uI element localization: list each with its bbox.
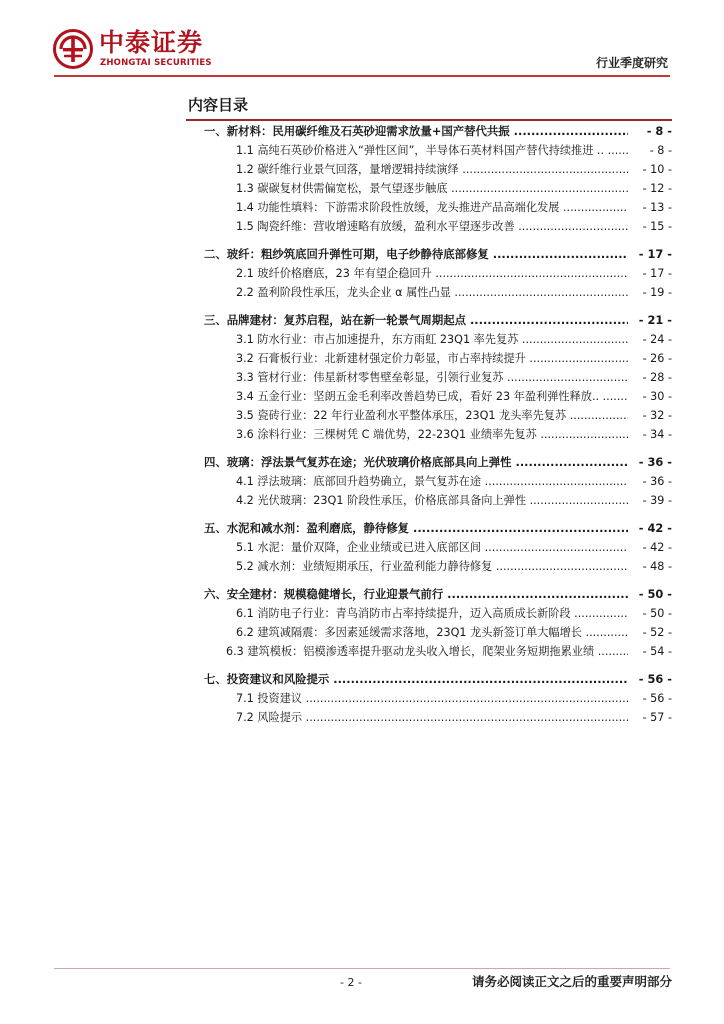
toc-section: [186, 519, 672, 576]
toc-subsection-entry-label: 2.2 盈利阶段性承压，龙头企业 α 属性凸显 .....: [236, 283, 628, 302]
toc-subsection-entry-label: 2.1 玻纤价格磨底，23 年有望企稳回升 .....: [236, 264, 628, 283]
toc-subsection-entry[interactable]: [186, 179, 672, 198]
toc-subsection-entry-page: - 36 -: [641, 472, 672, 491]
toc-chapter-entry[interactable]: [186, 311, 672, 330]
toc-subsection-entry-label: 3.4 五金行业：坚朗五金毛利率改善趋势已成，看好 23 年盈利弹性释放.. .....: [236, 387, 628, 406]
toc-chapter-entry-label: 四、玻璃：浮法景气复苏在途；光伏玻璃价格底部具向上弹性 .....: [204, 453, 628, 472]
toc-subsection-entry[interactable]: [186, 160, 672, 179]
toc-chapter-entry-label: 七、投资建议和风险提示 .....: [204, 670, 628, 689]
toc-subsection-entry-page: - 24 -: [641, 330, 672, 349]
toc-subsection-entry[interactable]: [186, 708, 672, 727]
toc-subsection-entry-label: 1.2 碳纤维行业景气回落，量增逻辑持续演绎 .....: [236, 160, 628, 179]
page-number: - 2 -: [340, 976, 362, 989]
toc-subsection-entry-page: - 42 -: [641, 538, 672, 557]
footer-divider: [54, 968, 670, 969]
toc-subsection-entry-label: 3.5 瓷砖行业：22 年行业盈利水平整体承压，23Q1 龙头率先复苏 .....: [236, 406, 628, 425]
toc-chapter-entry-label: 一、新材料：民用碳纤维及石英砂迎需求放量+国产替代共振 .....: [204, 122, 628, 141]
company-name-cn: 中泰证券: [99, 28, 204, 57]
toc-subsection-entry[interactable]: [186, 349, 672, 368]
page-header: [0, 0, 724, 78]
toc-subsection-entry-page: - 57 -: [641, 708, 672, 727]
toc-subsection-entry[interactable]: [186, 387, 672, 406]
toc-subsection-entry-page: - 54 -: [641, 642, 672, 661]
toc-subsection-entry-label: 5.1 水泥：量价双降，企业业绩或已进入底部区间 .....: [236, 538, 628, 557]
toc-subsection-entry-label: 4.1 浮法玻璃：底部回升趋势确立，景气复苏在途 .....: [236, 472, 628, 491]
toc-subsection-entry-label: 3.6 涂料行业：三棵树凭 C 端优势，22-23Q1 业绩率先复苏 .....: [236, 425, 628, 444]
toc-subsection-entry-label: 1.4 功能性填料：下游需求阶段性放缓，龙头推进产品高端化发展 .....: [236, 198, 628, 217]
toc-chapter-entry[interactable]: [186, 122, 672, 141]
company-name-en: ZHONGTAI SECURITIES: [100, 58, 212, 68]
toc-subsection-entry-label: 1.5 陶瓷纤维：营收增速略有放缓，盈利水平望逐步改善 .....: [236, 217, 628, 236]
toc-subsection-entry-page: - 8 -: [648, 141, 672, 160]
toc-subsection-entry-page: - 52 -: [641, 623, 672, 642]
toc-subsection-entry-page: - 13 -: [641, 198, 672, 217]
toc-subsection-entry-page: - 26 -: [641, 349, 672, 368]
toc-chapter-entry[interactable]: [186, 453, 672, 472]
toc-section: [186, 453, 672, 510]
zhongtai-logo-icon: [53, 29, 93, 69]
toc-subsection-entry[interactable]: [186, 623, 672, 642]
toc-chapter-entry-label: 五、水泥和减水剂：盈利磨底，静待修复 .....: [204, 519, 628, 538]
toc-subsection-entry[interactable]: [186, 491, 672, 510]
toc-subsection-entry[interactable]: [186, 538, 672, 557]
toc-subsection-entry[interactable]: [186, 425, 672, 444]
toc-chapter-entry-label: 六、安全建材：规模稳健增长，行业迎景气前行 .....: [204, 585, 628, 604]
disclaimer-note: 请务必阅读正文之后的重要声明部分: [471, 974, 672, 989]
toc-subsection-entry-page: - 12 -: [641, 179, 672, 198]
toc-chapter-entry-page: - 56 -: [637, 670, 672, 689]
toc-chapter-entry-page: - 42 -: [637, 519, 672, 538]
toc-subsection-entry[interactable]: [186, 472, 672, 491]
toc-subsection-entry[interactable]: [186, 642, 672, 661]
toc-subsection-entry[interactable]: [186, 689, 672, 708]
toc-title: 内容目录: [188, 96, 249, 114]
toc-subsection-entry-label: 3.2 石膏板行业：北新建材强定价力彰显，市占率持续提升 .....: [236, 349, 628, 368]
toc-subsection-entry[interactable]: [186, 217, 672, 236]
toc-subsection-entry[interactable]: [186, 557, 672, 576]
toc-subsection-entry-page: - 34 -: [641, 425, 672, 444]
toc-subsection-entry[interactable]: [186, 330, 672, 349]
toc-chapter-entry-page: - 36 -: [637, 453, 672, 472]
report-type: 行业季度研究: [595, 56, 668, 70]
toc-subsection-entry-page: - 15 -: [641, 217, 672, 236]
toc-subsection-entry[interactable]: [186, 141, 672, 160]
toc-subsection-entry-page: - 30 -: [641, 387, 672, 406]
toc-section: [186, 670, 672, 727]
toc-subsection-entry-page: - 32 -: [641, 406, 672, 425]
toc-subsection-entry-label: 6.2 建筑减隔震：多因素延缓需求落地，23Q1 龙头新签订单大幅增长 .....: [236, 623, 628, 642]
toc-section: [186, 585, 672, 661]
toc-chapter-entry-page: - 21 -: [637, 311, 672, 330]
toc-subsection-entry-page: - 28 -: [641, 368, 672, 387]
toc-section: [186, 122, 672, 236]
table-of-contents: [186, 122, 672, 736]
toc-subsection-entry-label: 7.1 投资建议 .....: [236, 689, 628, 708]
toc-subsection-entry-label: 1.1 高纯石英砂价格进入“弹性区间”，半导体石英材料国产替代持续推进 .. .....: [236, 141, 628, 160]
toc-subsection-entry-label: 6.1 消防电子行业：青鸟消防市占率持续提升，迈入高质成长新阶段 .....: [236, 604, 628, 623]
toc-subsection-entry-page: - 10 -: [641, 160, 672, 179]
toc-chapter-entry-label: 三、品牌建材：复苏启程，站在新一轮景气周期起点 .....: [204, 311, 628, 330]
toc-subsection-entry-label: 3.1 防水行业：市占加速提升，东方雨虹 23Q1 率先复苏 .....: [236, 330, 628, 349]
toc-chapter-entry-page: - 8 -: [645, 122, 672, 141]
toc-title-divider: [186, 119, 672, 121]
header-divider: [54, 75, 670, 77]
toc-subsection-entry-label: 4.2 光伏玻璃：23Q1 阶段性承压，价格底部具备向上弹性 .....: [236, 491, 628, 510]
toc-subsection-entry[interactable]: [186, 406, 672, 425]
toc-subsection-entry-page: - 56 -: [641, 689, 672, 708]
toc-subsection-entry-label: 1.3 碳碳复材供需偏宽松，景气望逐步触底 .....: [236, 179, 628, 198]
toc-chapter-entry-page: - 17 -: [637, 245, 672, 264]
toc-subsection-entry-page: - 39 -: [641, 491, 672, 510]
toc-subsection-entry-page: - 48 -: [641, 557, 672, 576]
toc-subsection-entry-label: 6.3 建筑模板：铝模渗透率提升驱动龙头收入增长，爬架业务短期拖累业绩 .....: [226, 642, 628, 661]
toc-subsection-entry[interactable]: [186, 604, 672, 623]
toc-section: [186, 311, 672, 444]
toc-chapter-entry-label: 二、玻纤：粗纱筑底回升弹性可期，电子纱静待底部修复 .....: [204, 245, 628, 264]
toc-chapter-entry[interactable]: [186, 670, 672, 689]
toc-subsection-entry[interactable]: [186, 264, 672, 283]
toc-section: [186, 245, 672, 302]
toc-chapter-entry[interactable]: [186, 245, 672, 264]
toc-subsection-entry-label: 5.2 减水剂：业绩短期承压，行业盈利能力静待修复 .....: [236, 557, 628, 576]
toc-subsection-entry-label: 3.3 管材行业：伟星新材零售壁垒彰显，引领行业复苏 .....: [236, 368, 628, 387]
toc-subsection-entry[interactable]: [186, 283, 672, 302]
toc-subsection-entry[interactable]: [186, 368, 672, 387]
toc-subsection-entry-page: - 19 -: [641, 283, 672, 302]
toc-chapter-entry[interactable]: [186, 585, 672, 604]
toc-subsection-entry-label: 7.2 风险提示 .....: [236, 708, 628, 727]
toc-chapter-entry[interactable]: [186, 519, 672, 538]
toc-subsection-entry[interactable]: [186, 198, 672, 217]
toc-subsection-entry-page: - 50 -: [641, 604, 672, 623]
toc-subsection-entry-page: - 17 -: [641, 264, 672, 283]
toc-chapter-entry-page: - 50 -: [637, 585, 672, 604]
